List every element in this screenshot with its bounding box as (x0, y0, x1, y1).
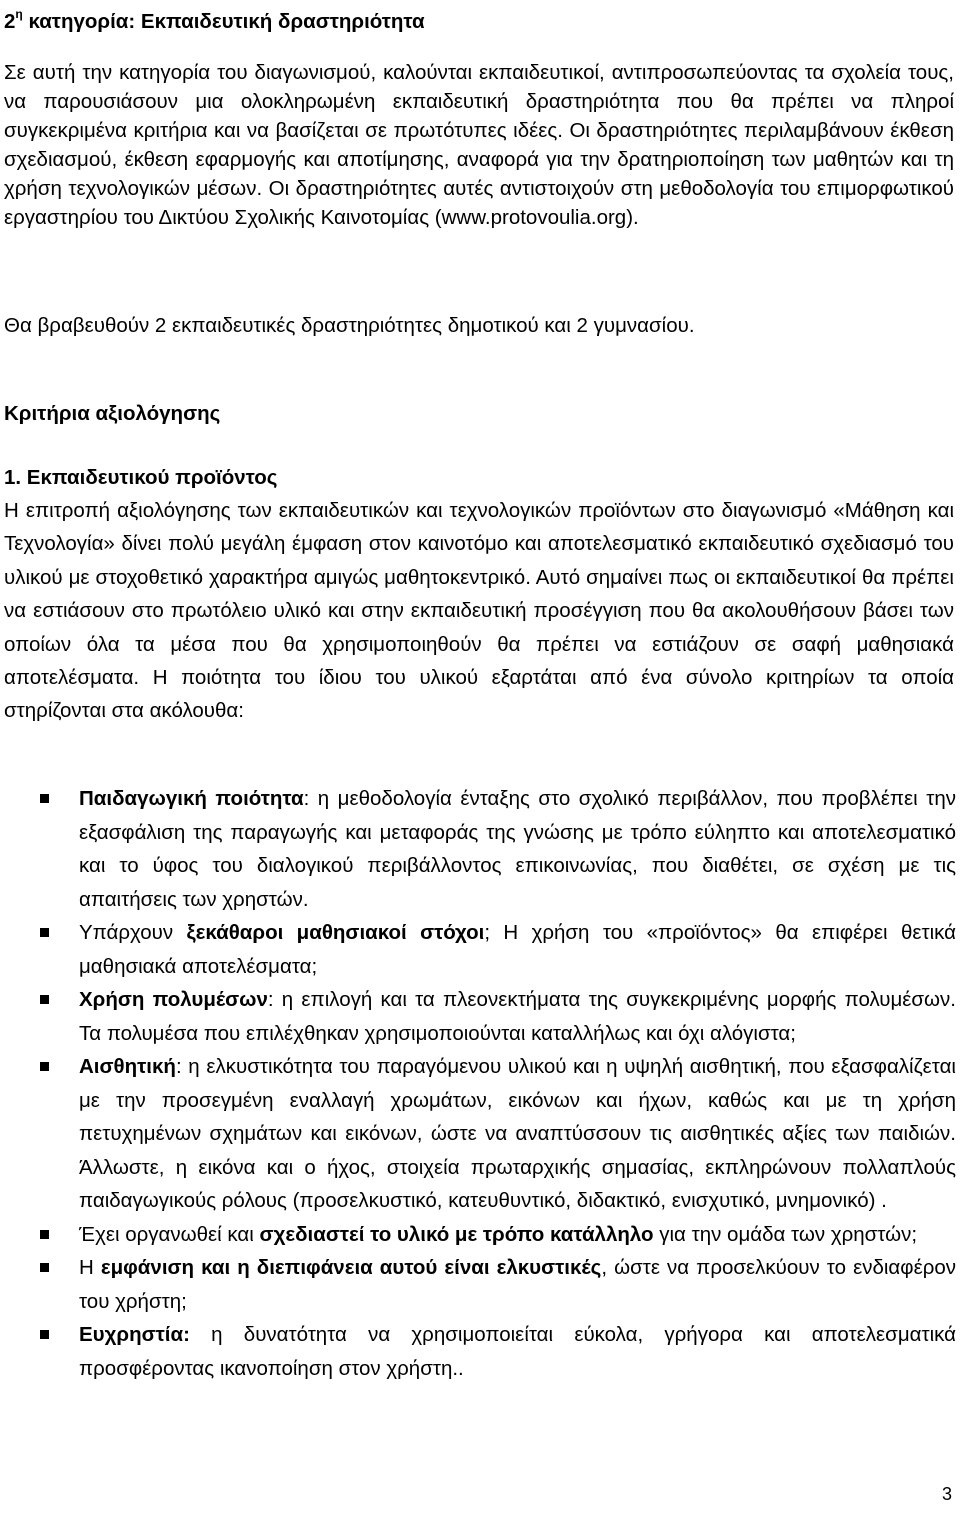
criteria-heading: Κριτήρια αξιολόγησης (4, 402, 221, 425)
list-item: Η εμφάνιση και η διεπιφάνεια αυτού είναι ελκυστικές, ώστε να προσελκύουν το ενδιαφέρον του χρήστη; (4, 1251, 956, 1318)
square-bullet-icon (40, 794, 49, 803)
criteria-bullet-list (4, 782, 956, 1385)
list-item: Παιδαγωγική ποιότητα: η μεθοδολογία ένταξης στο σχολικό περιβάλλον, που προβλέπει την εξασφάλιση της παραγωγής και μεταφοράς της γνώσης με τρόπο εύληπτο και αποτελεσματικό και το ύφος του διαλογικού περιβάλλοντος επικοινωνίας, που διαθέτει, σε σχέση με τις απαιτήσεις των χρηστών. (4, 782, 956, 916)
square-bullet-icon (40, 995, 49, 1004)
list-item: Υπάρχουν ξεκάθαροι μαθησιακοί στόχοι; Η χρήση του «προϊόντος» θα επιφέρει θετικά μαθησιακά αποτελέσματα; (4, 916, 956, 983)
page-number: 3 (941, 1484, 952, 1504)
list-item: Αισθητική: η ελκυστικότητα του παραγόμενου υλικού και η υψηλή αισθητική, που εξασφαλίζεται με την προσεγμένη εναλλαγή χρωμάτων, εικόνων και ήχων, καθώς και με τη χρήση πετυχημένων σχημάτων και εικόνων, ώστε να αναπτύσσουν τις αισθητικές αξίες των παιδιών. Άλλωστε, η εικόνα και ο ήχος, στοιχεία πρωταρχικής σημασίας, εκπληρώνουν πολλαπλούς παιδαγωγικούς ρόλους (προσελκυστικό, κατευθυντικό, διδακτικό, ενισχυτικό, μνημονικό) . (4, 1050, 956, 1218)
award-paragraph: Θα βραβευθούν 2 εκπαιδευτικές δραστηριότητες δημοτικού και 2 γυμνασίου. (4, 314, 695, 337)
square-bullet-icon (40, 1230, 49, 1239)
list-item: Χρήση πολυμέσων: η επιλογή και τα πλεονεκτήματα της συγκεκριμένης μορφής πολυμέσων. Τα πολυμέσα που επιλέχθηκαν χρησιμοποιούνται καταλλήλως και όχι αλόγιστα; (4, 983, 956, 1050)
square-bullet-icon (40, 1062, 49, 1071)
category-number: 2 (4, 9, 16, 33)
category-title: κατηγορία: Εκπαιδευτική δραστηριότητα (22, 9, 425, 33)
product-paragraph: Η επιτροπή αξιολόγησης των εκπαιδευτικών και τεχνολογικών προϊόντων στο διαγωνισμό «Μάθηση και Τεχνολογία» δίνει πολύ μεγάλη έμφαση στον καινοτόμο και αποτελεσματικό εκπαιδευτικό σχεδιασμό του υλικού με στοχοθετικό χαρακτήρα αμιγώς μαθητοκεντρικό. Αυτό σημαίνει πως οι εκπαιδευτικοί θα πρέπει να εστιάσουν στο πρωτόλειο υλικό και στην εκπαιδευτική προσέγγιση που θα ακολουθήσουν βάσει των οποίων όλα τα μέσα που θα χρησιμοποιηθούν θα πρέπει να εστιάζουν σε σαφή μαθησιακά αποτελέσματα. Η ποιότητα του ίδιου του υλικού εξαρτάται από ένα σύνολο κριτηρίων τα οποία στηρίζονται στα ακόλουθα: (4, 499, 954, 723)
category-heading (4, 2, 425, 36)
product-heading: 1. Εκπαιδευτικού προϊόντος (4, 466, 278, 489)
intro-paragraph: Σε αυτή την κατηγορία του διαγωνισμού, καλούνται εκπαιδευτικοί, αντιπροσωπεύοντας τα σχολεία τους, να παρουσιάσουν μια ολοκληρωμένη εκπαιδευτική δραστηριότητα που θα πρέπει να πληροί συγκεκριμένα κριτήρια και να βασίζεται σε πρωτότυπες ιδέες. Οι δραστηριότητες περιλαμβάνουν έκθεση σχεδιασμού, έκθεση εφαρμογής και αποτίμησης, αναφορά για την δρατηριοποίηση των μαθητών και τη χρήση τεχνολογικών μέσων. Οι δραστηριότητες αυτές αντιστοιχούν στη μεθοδολογία του επιμορφωτικού εργαστηρίου του Δικτύου Σχολικής Καινοτομίας (www.protovoulia.org). (4, 61, 954, 229)
list-item: Ευχρηστία: η δυνατότητα να χρησιμοποιείται εύκολα, γρήγορα και αποτελεσματικά προσφέροντας ικανοποίηση στον χρήστη.. (4, 1318, 956, 1385)
list-item: Έχει οργανωθεί και σχεδιαστεί το υλικό με τρόπο κατάλληλο για την ομάδα των χρηστών; (4, 1218, 956, 1252)
square-bullet-icon (40, 1263, 49, 1272)
square-bullet-icon (40, 928, 49, 937)
category-superscript: η (15, 7, 23, 21)
square-bullet-icon (40, 1330, 49, 1339)
